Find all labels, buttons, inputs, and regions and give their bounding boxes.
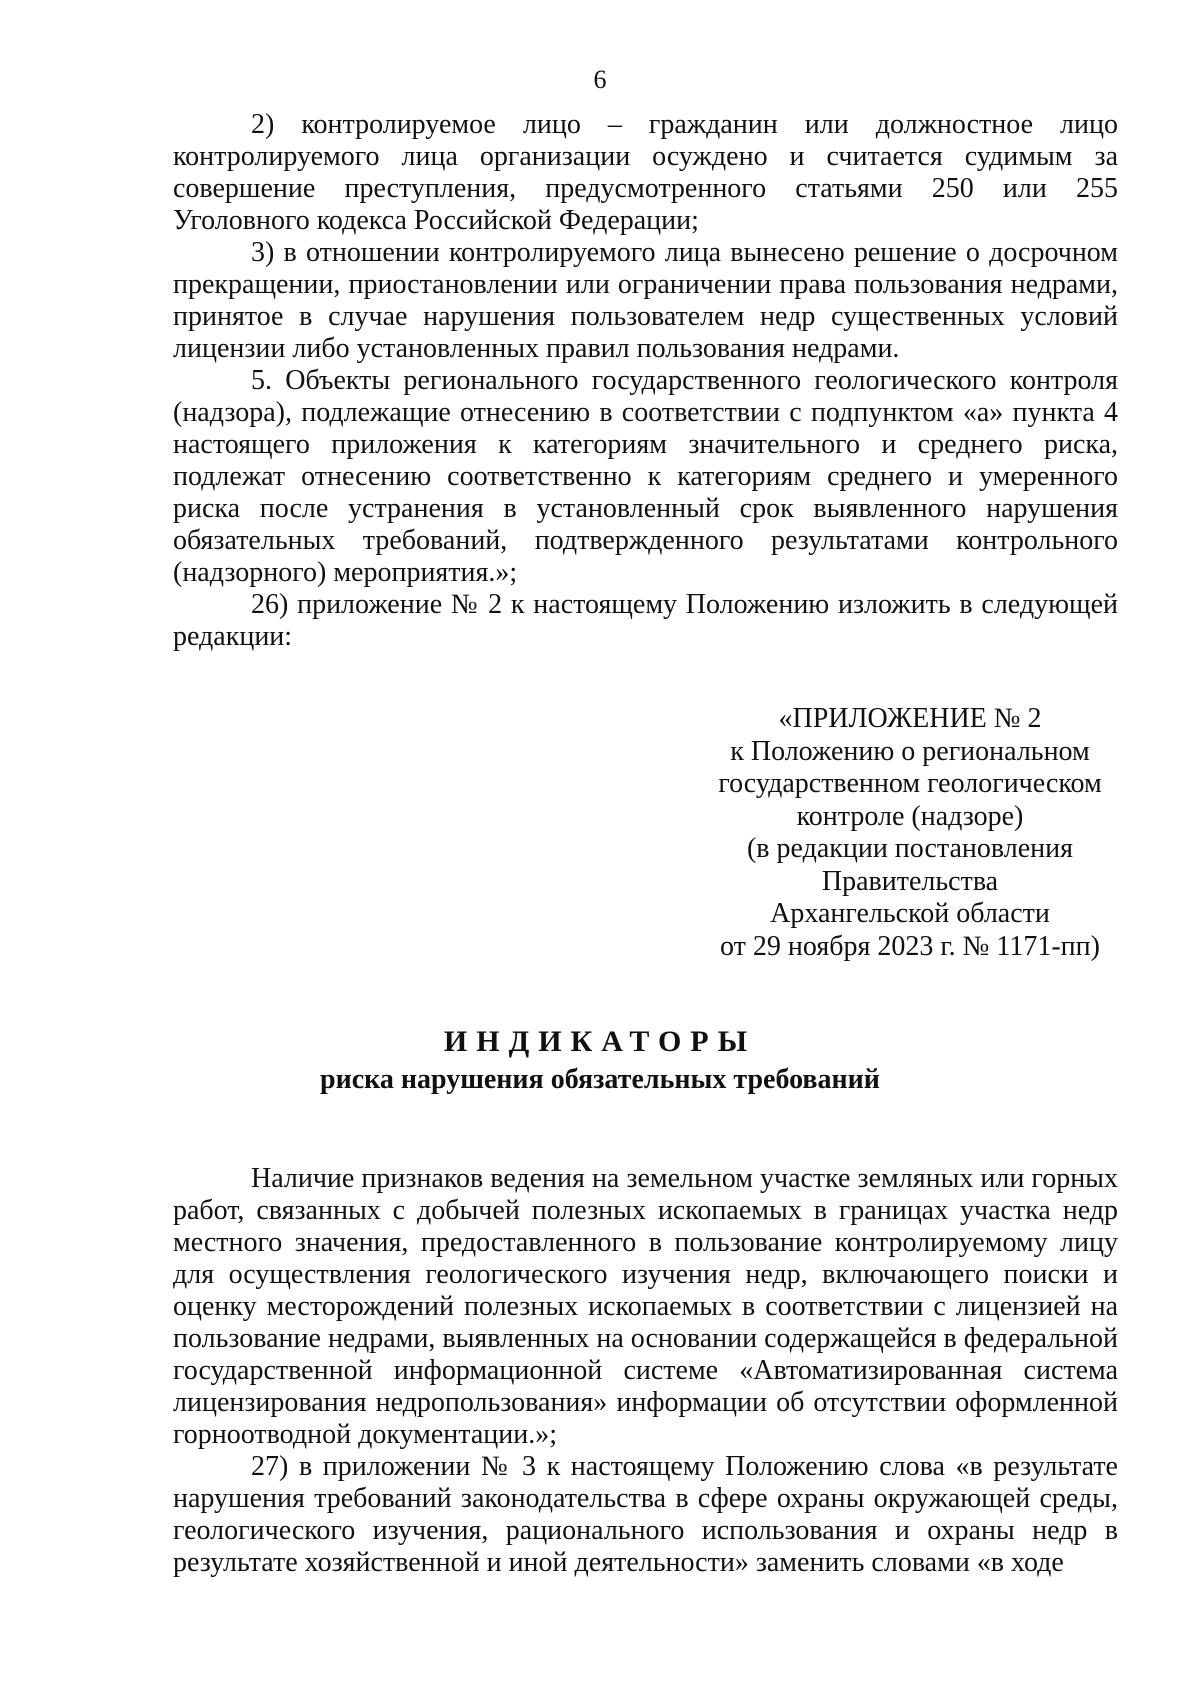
appendix-line: государственном геологическом <box>718 768 1102 799</box>
appendix-line: (в редакции постановления <box>746 833 1074 864</box>
paragraph-item-3: 3) в отношении контролируемого лица вынесено решение о досрочном прекращении, приостановлении или ограничении права пользования недрами, принятое в случае нарушения пользователем недр существенных условий лицензии либо установленных правил пользования недрами. <box>173 237 1118 364</box>
appendix-line: контроле (надзоре) <box>796 800 1024 832</box>
appendix-line: Правительства <box>821 865 999 897</box>
top-text-block <box>173 109 1118 653</box>
section-subtitle: риска нарушения обязательных требований <box>320 1064 880 1095</box>
section-title: ИНДИКАТОРЫ <box>443 1025 757 1058</box>
paragraph-item-27: 27) в приложении № 3 к настоящему Положению слова «в результате нарушения требований законодательства в сфере охраны окружающей среды, геологического изучения, рационального использования и охраны недр в результате хозяйственной и иной деятельности» заменить словами «в ходе <box>173 1451 1118 1578</box>
appendix-line: «ПРИЛОЖЕНИЕ № 2 <box>778 703 1042 734</box>
appendix-line: от 29 ноября 2023 г. № 1171-пп) <box>720 930 1100 962</box>
appendix-line: к Положению о региональном <box>730 735 1090 767</box>
paragraph-item-5: 5. Объекты регионального государственного геологического контроля (надзора), подлежащие отнесению в соответствии с подпунктом «а» пункта 4 настоящего приложения к категориям значительного и среднего риска, подлежат отнесению соответственно к категориям среднего и умеренного риска после устранения в установленный срок выявленного нарушения обязательных требований, подтвержденного результатами контрольного (надзорного) мероприятия.»; <box>173 365 1118 588</box>
paragraph-item-2: 2) контролируемое лицо – гражданин или должностное лицо контролируемого лица организации осуждено и считается судимым за совершение преступления, предусмотренного статьями 250 или 255 Уголовного кодекса Российской Федерации; <box>173 109 1118 236</box>
paragraph-indicator: Наличие признаков ведения на земельном участке земляных или горных работ, связанных с добычей полезных ископаемых в границах участка недр местного значения, предоставленного в пользование контролируемому лицу для осуществления геологического изучения недр, включающего поиски и оценку месторождений полезных ископаемых в соответствии с лицензией на пользование недрами, выявленных на основании содержащейся в федеральной государственной информационной системе «Автоматизированная система лицензирования недропользования» информации об отсутствии оформленной горноотводной документации.»; <box>173 1163 1118 1450</box>
appendix-line: Архангельской области <box>770 898 1050 929</box>
bottom-text-block <box>173 1163 1118 1579</box>
page-number: 6 <box>593 65 607 94</box>
appendix-header <box>690 703 1130 963</box>
paragraph-item-26: 26) приложение № 2 к настоящему Положению изложить в следующей редакции: <box>173 589 1118 652</box>
